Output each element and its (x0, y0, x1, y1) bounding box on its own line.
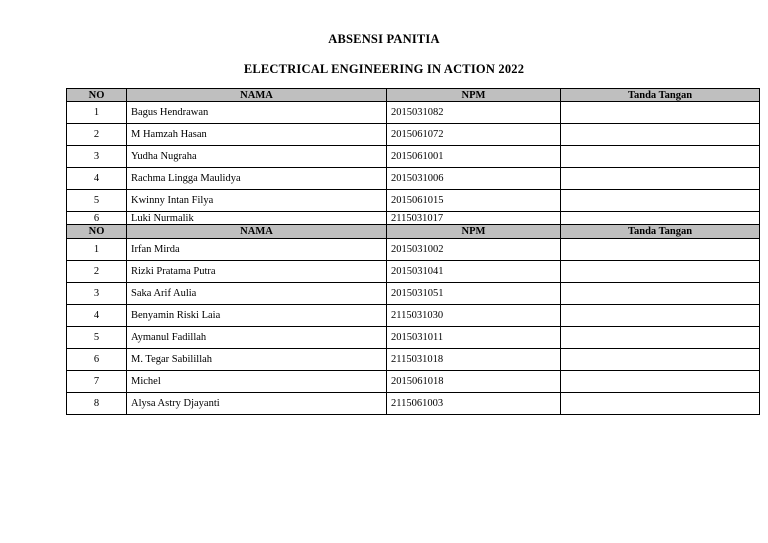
row-number: 7 (67, 371, 127, 393)
document-title: ABSENSI PANITIA (328, 32, 440, 46)
table-row (67, 283, 760, 305)
table-row (67, 239, 760, 261)
row-number: 2 (67, 261, 127, 283)
row-nama: M. Tegar Sabilillah (127, 349, 387, 371)
document-subtitle: ELECTRICAL ENGINEERING IN ACTION 2022 (243, 62, 525, 76)
row-nama: Aymanul Fadillah (127, 327, 387, 349)
row-number: 3 (67, 283, 127, 305)
row-signature-cell (561, 393, 760, 415)
header-nama: NAMA (127, 225, 387, 239)
table-row (67, 371, 760, 393)
row-nama: Rachma Lingga Maulidya (127, 168, 387, 190)
row-npm: 2115031017 (387, 212, 561, 225)
row-npm: 2015031002 (387, 239, 561, 261)
row-npm: 2015061072 (387, 124, 561, 146)
table-row (67, 261, 760, 283)
row-signature-cell (561, 124, 760, 146)
row-nama: Benyamin Riski Laia (127, 305, 387, 327)
row-signature-cell (561, 190, 760, 212)
row-nama: M Hamzah Hasan (127, 124, 387, 146)
table-row (67, 327, 760, 349)
row-signature-cell (561, 327, 760, 349)
row-signature-cell (561, 349, 760, 371)
table-row (67, 124, 760, 146)
row-signature-cell (561, 212, 760, 225)
row-signature-cell (561, 305, 760, 327)
row-nama: Irfan Mirda (127, 239, 387, 261)
table-row (67, 212, 760, 225)
row-number: 5 (67, 327, 127, 349)
row-number: 2 (67, 124, 127, 146)
attendance-table (66, 88, 760, 415)
header-no: NO (67, 225, 127, 239)
table-row (67, 190, 760, 212)
row-npm: 2015061018 (387, 371, 561, 393)
row-signature-cell (561, 283, 760, 305)
row-nama: Kwinny Intan Filya (127, 190, 387, 212)
row-npm: 2015031051 (387, 283, 561, 305)
row-number: 6 (67, 349, 127, 371)
header-npm: NPM (387, 225, 561, 239)
table-header-row (67, 89, 760, 102)
row-nama: Yudha Nugraha (127, 146, 387, 168)
row-number: 8 (67, 393, 127, 415)
row-signature-cell (561, 261, 760, 283)
row-signature-cell (561, 371, 760, 393)
table-row (67, 102, 760, 124)
header-npm: NPM (387, 89, 561, 102)
table-row (67, 305, 760, 327)
row-nama: Michel (127, 371, 387, 393)
row-signature-cell (561, 239, 760, 261)
row-npm: 2115031018 (387, 349, 561, 371)
header-no: NO (67, 89, 127, 102)
row-nama: Rizki Pratama Putra (127, 261, 387, 283)
table-row (67, 168, 760, 190)
attendance-table-body (67, 89, 760, 415)
table-row (67, 393, 760, 415)
row-signature-cell (561, 146, 760, 168)
row-npm: 2015061015 (387, 190, 561, 212)
row-number: 1 (67, 102, 127, 124)
row-npm: 2015031041 (387, 261, 561, 283)
row-signature-cell (561, 168, 760, 190)
row-nama: Saka Arif Aulia (127, 283, 387, 305)
row-npm: 2015061001 (387, 146, 561, 168)
row-nama: Alysa Astry Djayanti (127, 393, 387, 415)
row-npm: 2015031006 (387, 168, 561, 190)
table-row (67, 349, 760, 371)
table-header-row (67, 225, 760, 239)
row-nama: Bagus Hendrawan (127, 102, 387, 124)
row-number: 3 (67, 146, 127, 168)
row-number: 6 (67, 212, 127, 225)
row-signature-cell (561, 102, 760, 124)
row-number: 4 (67, 168, 127, 190)
row-number: 4 (67, 305, 127, 327)
header-tanda-tangan: Tanda Tangan (561, 89, 760, 102)
row-npm: 2015031011 (387, 327, 561, 349)
row-npm: 2115031030 (387, 305, 561, 327)
header-nama: NAMA (127, 89, 387, 102)
row-nama: Luki Nurmalik (127, 212, 387, 225)
table-row (67, 146, 760, 168)
header-tanda-tangan: Tanda Tangan (561, 225, 760, 239)
row-npm: 2015031082 (387, 102, 561, 124)
row-number: 5 (67, 190, 127, 212)
row-number: 1 (67, 239, 127, 261)
row-npm: 2115061003 (387, 393, 561, 415)
